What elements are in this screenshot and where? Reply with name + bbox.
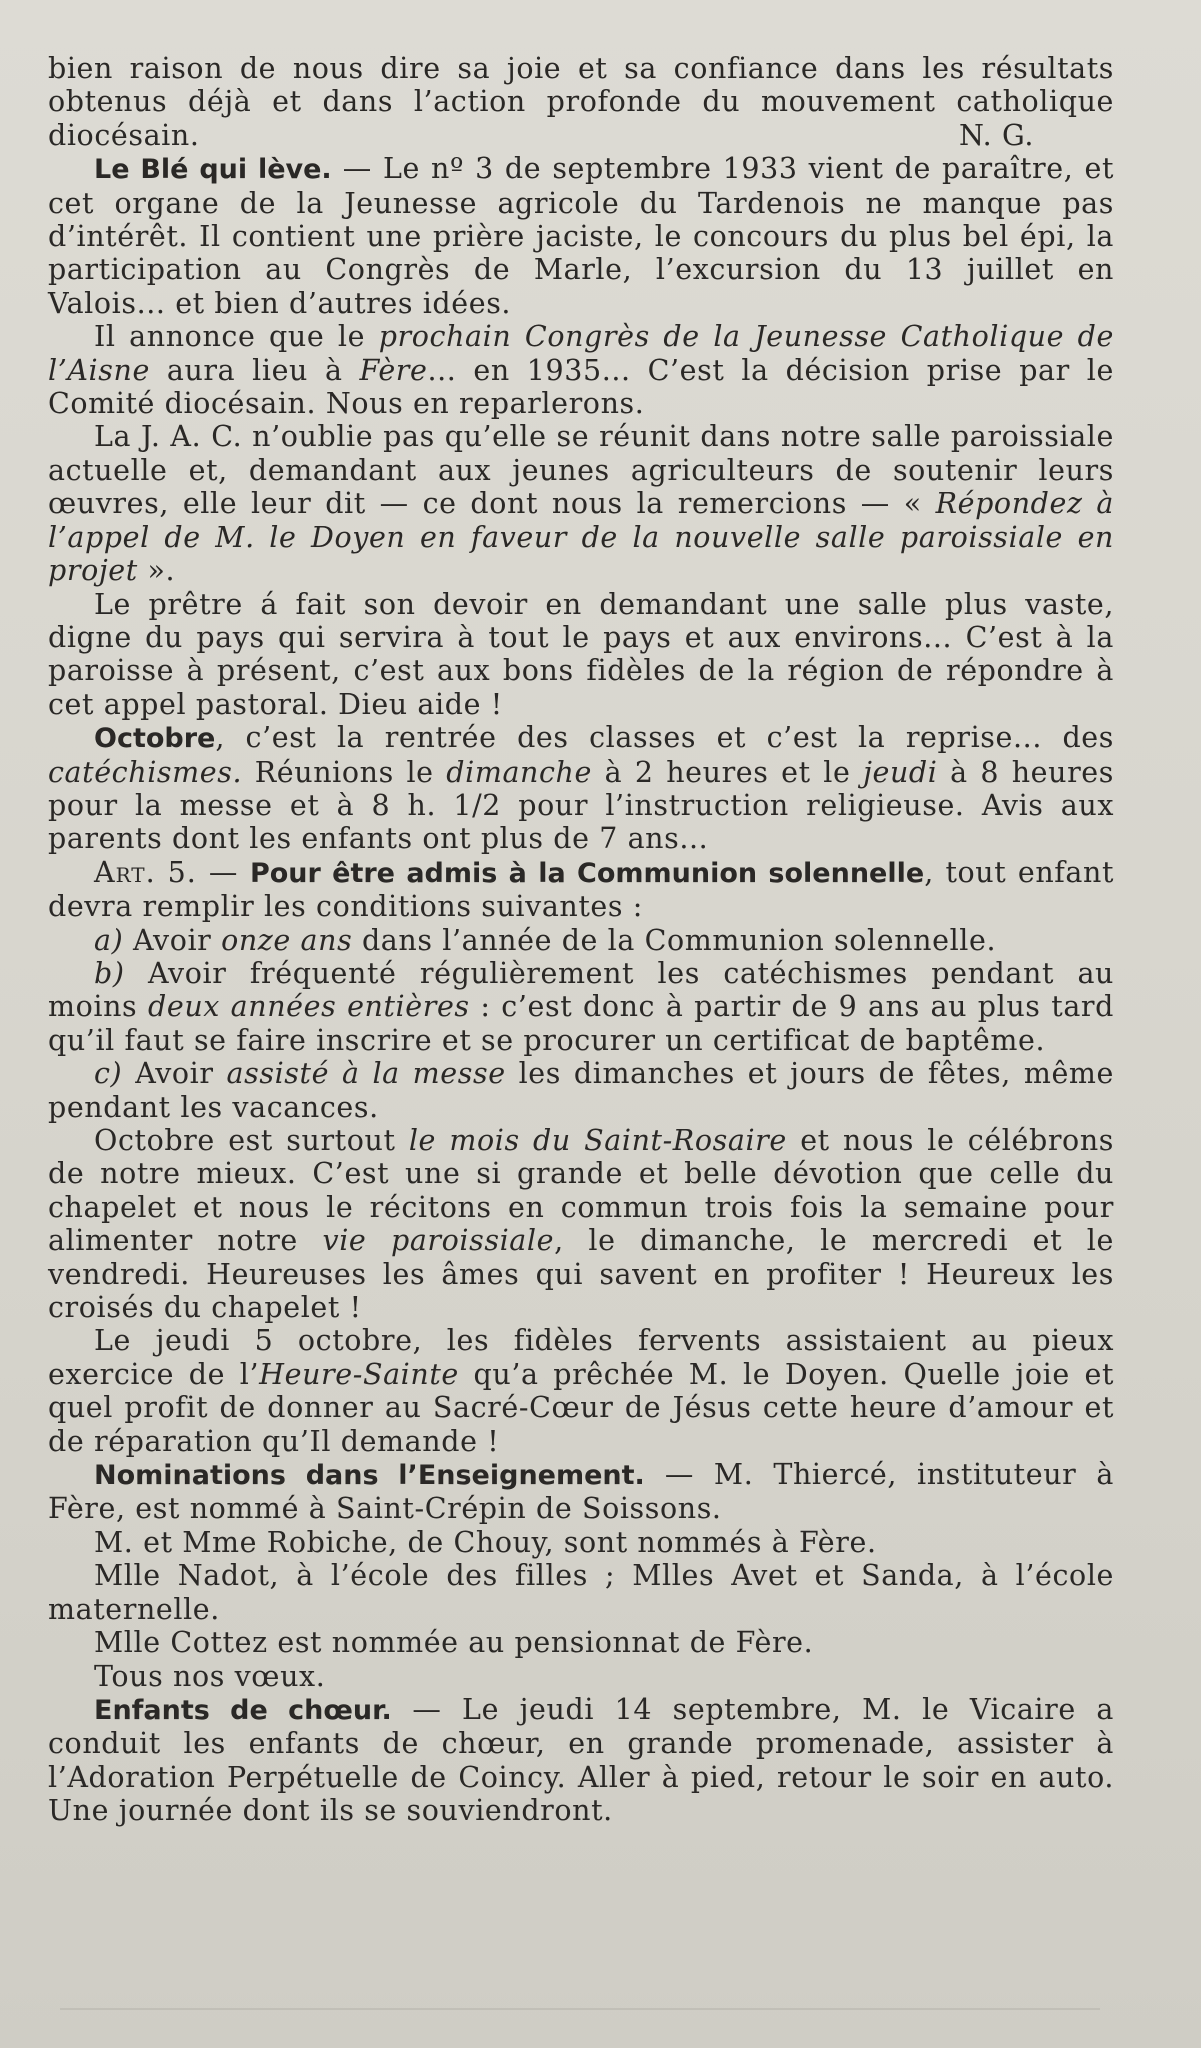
ble-paragraph-4 — [48, 588, 1114, 722]
nominations-paragraph-2 — [48, 1526, 1114, 1559]
condition-b-post: : c’est donc à partir de 9 ans au plus tard qu’il faut se faire inscrire et se procurer un certificat de baptême. — [48, 990, 1114, 1057]
condition-b-label: b) — [94, 956, 125, 990]
ble-text-1: — Le nº 3 de septembre 1933 vient de paraître, et cet organe de la Jeunesse agricole du Tardenois ne manque pas d’intérêt. Il contient une prière jaciste, le concours du plus bel épi, la participation au Congrès de Marle, l’excursion du 13 juillet en Valois... et bien d’autres idées. — [48, 152, 1115, 320]
octobre-catechismes-italic: catéchismes. — [48, 755, 243, 789]
article-heading: Pour être admis à la Communion solennelle — [249, 857, 925, 889]
ble-fere-italic: Fère — [359, 353, 428, 387]
ble-paragraph-3 — [48, 420, 1114, 587]
rosaire-text-a: Octobre est surtout — [94, 1124, 409, 1158]
nominations-text-3: Mlle Nadot, à l’école des filles ; Mlles Avet et Sanda, à l’école maternelle. — [48, 1559, 1114, 1626]
condition-a-label: a) — [94, 923, 124, 957]
rosaire-text-c: , le dimanche, le mercredi et le vendredi. Heureuses les âmes qui savent en profiter ! Heureux les croisés du chapelet ! — [48, 1224, 1114, 1325]
nominations-text-5: Tous nos vœux. — [94, 1659, 326, 1693]
nominations-text-2: M. et Mme Robiche, de Chouy, sont nommés à Fère. — [94, 1525, 877, 1559]
heure-sainte-paragraph — [48, 1324, 1114, 1458]
condition-b — [48, 957, 1114, 1057]
octobre-text-1a: , c’est la rentrée des classes et c’est la reprise... des — [215, 721, 1114, 755]
ble-heading: Le Blé qui lève. — [94, 154, 332, 186]
condition-b-pre: Avoir fréquenté régulièrement les catéchismes pendant au moins — [48, 956, 1114, 1024]
ble-paragraph-1 — [48, 152, 1114, 320]
ble-text-3b: ». — [137, 554, 176, 588]
heure-sainte-text-b: qu’a prêchée M. le Doyen. Quelle joie et quel profit de donner au Sacré-Cœur de Jésus cette heure d’amour et de réparation qu’Il demande ! — [48, 1357, 1114, 1458]
vie-paroissiale-italic: vie paroissiale — [322, 1224, 555, 1258]
condition-c-italic: assisté à la messe — [226, 1057, 506, 1091]
condition-c — [48, 1057, 1114, 1124]
rosaire-text-b: et nous le célébrons de notre mieux. C’est une si grande et belle dévotion que celle du chapelet et nous le récitons en commun trois fois la semaine pour alimenter notre — [48, 1124, 1114, 1258]
signature: N. G. — [958, 118, 1034, 152]
octobre-dimanche-italic: dimanche — [446, 755, 592, 789]
condition-c-post: les dimanches et jours de fêtes, même pendant les vacances. — [48, 1057, 1115, 1124]
ble-paragraph-2 — [48, 320, 1114, 420]
rosaire-italic: le mois du Saint-Rosaire — [408, 1124, 787, 1158]
octobre-heading: Octobre — [94, 723, 216, 755]
enfants-text: — Le jeudi 14 septembre, M. le Vicaire a conduit les enfants de chœur, en grande promenade, assister à l’Adoration Perpétuelle de Coincy. Aller à pied, retour le soir en auto. Une journée dont ils se souviendront. — [48, 1692, 1114, 1828]
heure-sainte-text-a: Le jeudi 5 octobre, les fidèles fervents assistaient au pieux exercice de l’ — [48, 1324, 1114, 1391]
article-text: , tout enfant devra remplir les conditions suivantes : — [48, 855, 1115, 924]
ble-text-2a: Il annonce que le — [94, 320, 379, 354]
condition-a-italic: onze ans — [221, 923, 353, 957]
condition-c-pre: Avoir — [122, 1057, 227, 1091]
condition-a — [48, 924, 1114, 957]
ble-text-2c: ... en 1935... C’est la décision prise par le Comité diocésain. Nous en reparlerons. — [48, 353, 1114, 421]
enfants-heading: Enfants de chœur. — [94, 1694, 392, 1726]
condition-b-italic: deux années entières — [148, 990, 470, 1024]
nominations-heading: Nominations dans l’Enseignement. — [94, 1460, 645, 1492]
condition-a-post: dans l’année de la Communion solennelle. — [352, 923, 997, 957]
rosaire-paragraph — [48, 1124, 1114, 1324]
nominations-text-1: — M. Thiercé, instituteur à Fère, est nommé à Saint-Crépin de Soissons. — [48, 1458, 1114, 1526]
heure-sainte-italic: Heure-Sainte — [259, 1357, 459, 1391]
octobre-text-1b: Réunions le — [242, 755, 447, 789]
ble-text-3a: La J. A. C. n’oublie pas qu’elle se réunit dans notre salle paroissiale actuelle et, demandant aux jeunes agriculteurs de soutenir leurs œuvres, elle leur dit — ce dont nous la remercions — « — [48, 420, 1114, 521]
bottom-rule — [60, 2008, 1100, 2010]
nominations-paragraph-5 — [48, 1660, 1114, 1693]
nominations-paragraph-3 — [48, 1559, 1114, 1626]
octobre-paragraph-1 — [48, 721, 1114, 856]
nominations-text-4: Mlle Cottez est nommée au pensionnat de Fère. — [94, 1626, 814, 1660]
octobre-text-1c: à 2 heures et le — [591, 755, 864, 789]
enfants-paragraph — [48, 1693, 1114, 1828]
nominations-paragraph-1 — [48, 1458, 1114, 1526]
ble-quote-italic: Répondez à l’appel de M. le Doyen en faveur de la nouvelle salle paroissiale en projet — [48, 487, 1114, 588]
octobre-jeudi-italic: jeudi — [863, 755, 938, 789]
condition-c-label: c) — [94, 1057, 123, 1091]
ble-text-2b: aura lieu à — [149, 353, 360, 387]
nominations-paragraph-4 — [48, 1626, 1114, 1659]
text-column — [48, 52, 1114, 1828]
condition-a-pre: Avoir — [123, 923, 222, 957]
octobre-text-1d: à 8 heures pour la messe et à 8 h. 1/2 pour l’instruction religieuse. Avis aux parents dont les enfants ont plus de 7 ans... — [48, 755, 1114, 856]
ble-congress-italic: prochain Congrès de la Jeunesse Catholique de l’Aisne — [48, 320, 1114, 387]
article-5-paragraph — [48, 856, 1114, 924]
ble-text-4: Le prêtre á fait son devoir en demandant une salle plus vaste, digne du pays qui servira à tout le pays et aux environs... C’est à la paroisse à présent, c’est aux bons fidèles de la région de répondre à cet appel pastoral. Dieu aide ! — [48, 587, 1114, 721]
intro-text: bien raison de nous dire sa joie et sa confiance dans les résultats obtenus déjà et dans l’action profonde du mouvement catholique diocésain. — [48, 52, 1114, 152]
article-label: Art. 5. — — [94, 855, 239, 889]
